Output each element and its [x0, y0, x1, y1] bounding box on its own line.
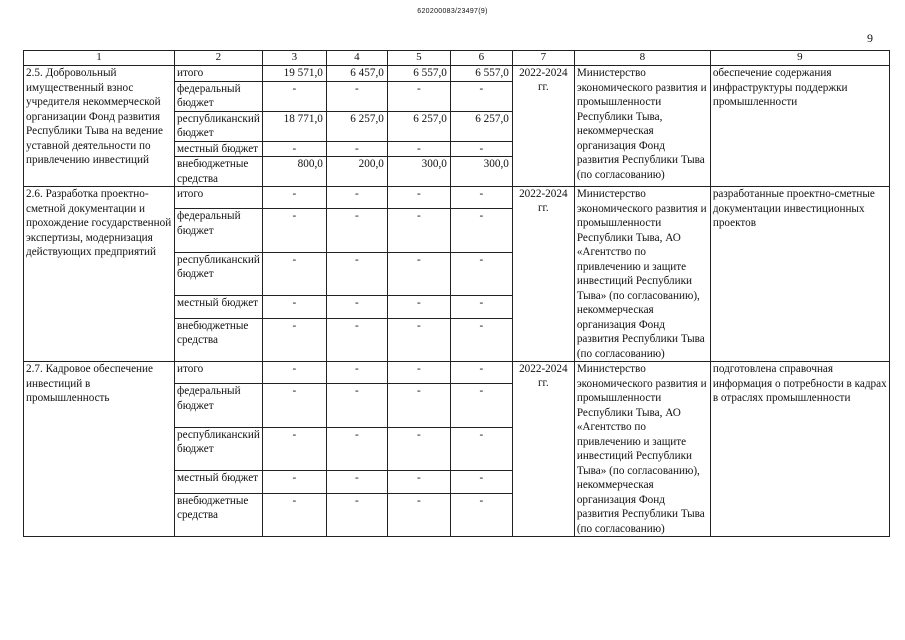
value-cell: -	[450, 296, 512, 318]
funding-source: федеральный бюджет	[175, 81, 263, 111]
funding-source: итого	[175, 66, 263, 82]
funding-source: итого	[175, 187, 263, 209]
section-2-7	[24, 362, 890, 537]
value-cell: -	[262, 493, 326, 536]
value-cell: -	[387, 252, 450, 295]
value-cell: -	[262, 141, 326, 157]
period: 2022-2024 гг.	[512, 362, 574, 537]
value-cell: -	[387, 471, 450, 493]
value-cell: -	[450, 384, 512, 427]
period: 2022-2024 гг.	[512, 187, 574, 362]
expected-result: подготовлена справочная информация о потребности в кадрах в отраслях промышленности	[710, 362, 889, 537]
value-cell: -	[326, 81, 387, 111]
value-cell: 19 571,0	[262, 66, 326, 82]
page-number: 9	[867, 31, 873, 45]
funding-source: республиканский бюджет	[175, 111, 263, 141]
value-cell: -	[450, 187, 512, 209]
value-cell: -	[262, 187, 326, 209]
funding-source: республиканский бюджет	[175, 252, 263, 295]
value-cell: 300,0	[450, 157, 512, 187]
value-cell: -	[387, 318, 450, 361]
value-cell: -	[450, 318, 512, 361]
value-cell: -	[262, 81, 326, 111]
value-cell: -	[326, 427, 387, 470]
value-cell: -	[387, 296, 450, 318]
column-header: 4	[326, 51, 387, 66]
activity-title: 2.5. Добровольный имущественный взнос учредителя некоммерческой организации Фонд развития Республики Тыва на ведение уставной деятельности по привлечению инвестиций	[24, 66, 175, 187]
value-cell: -	[326, 384, 387, 427]
value-cell: -	[387, 362, 450, 384]
funding-source: местный бюджет	[175, 296, 263, 318]
funding-source: местный бюджет	[175, 141, 263, 157]
column-header: 9	[710, 51, 889, 66]
value-cell: -	[387, 141, 450, 157]
value-cell: -	[326, 362, 387, 384]
value-cell: 6 557,0	[387, 66, 450, 82]
value-cell: -	[450, 493, 512, 536]
value-cell: -	[262, 384, 326, 427]
funding-source: республиканский бюджет	[175, 427, 263, 470]
column-header: 8	[574, 51, 710, 66]
value-cell: -	[387, 187, 450, 209]
document-id: 620200083/23497(9)	[417, 8, 488, 15]
value-cell: -	[326, 209, 387, 252]
funding-source: внебюджетные средства	[175, 318, 263, 361]
value-cell: -	[326, 141, 387, 157]
value-cell: 6 257,0	[387, 111, 450, 141]
value-cell: -	[326, 493, 387, 536]
value-cell: -	[387, 209, 450, 252]
value-cell: -	[326, 252, 387, 295]
column-header: 1	[24, 51, 175, 66]
value-cell: -	[450, 471, 512, 493]
funding-source: федеральный бюджет	[175, 209, 263, 252]
value-cell: -	[450, 141, 512, 157]
funding-source: внебюджетные средства	[175, 157, 263, 187]
executor: Министерство экономического развития и промышленности Республики Тыва, АО «Агентство по привлечению и защите инвестиций Республики Тыва» (по согласованию), некоммерческая организация Фонд развития Республики Тыва (по согласованию)	[574, 187, 710, 362]
value-cell: -	[450, 362, 512, 384]
value-cell: -	[326, 471, 387, 493]
funding-source: местный бюджет	[175, 471, 263, 493]
value-cell: -	[387, 493, 450, 536]
section-2-5	[24, 66, 890, 187]
expected-result: обеспечение содержания инфраструктуры поддержки промышленности	[710, 66, 889, 187]
column-header: 6	[450, 51, 512, 66]
executor: Министерство экономического развития и промышленности Республики Тыва, АО «Агентство по привлечению и защите инвестиций Республики Тыва» (по согласованию), некоммерческая организация Фонд развития Республики Тыва (по согласованию)	[574, 362, 710, 537]
executor: Министерство экономического развития и промышленности Республики Тыва, некоммерческая организация Фонд развития Республики Тыва (по согласованию)	[574, 66, 710, 187]
value-cell: -	[450, 81, 512, 111]
value-cell: -	[262, 362, 326, 384]
value-cell: -	[262, 209, 326, 252]
section-2-6	[24, 187, 890, 362]
value-cell: -	[262, 296, 326, 318]
expected-result: разработанные проектно-сметные документации инвестиционных проектов	[710, 187, 889, 362]
column-header: 7	[512, 51, 574, 66]
value-cell: -	[326, 318, 387, 361]
value-cell: -	[450, 209, 512, 252]
value-cell: 6 257,0	[326, 111, 387, 141]
value-cell: 18 771,0	[262, 111, 326, 141]
value-cell: -	[387, 384, 450, 427]
column-header: 2	[175, 51, 263, 66]
funding-source: федеральный бюджет	[175, 384, 263, 427]
header-row	[24, 51, 890, 66]
value-cell: 6 457,0	[326, 66, 387, 82]
value-cell: -	[326, 296, 387, 318]
column-header: 3	[262, 51, 326, 66]
value-cell: 800,0	[262, 157, 326, 187]
value-cell: -	[387, 427, 450, 470]
value-cell: 6 557,0	[450, 66, 512, 82]
period: 2022-2024 гг.	[512, 66, 574, 187]
value-cell: -	[262, 471, 326, 493]
activity-title: 2.6. Разработка проектно-сметной документации и прохождение государственной экспертизы, модернизация действующих предприятий	[24, 187, 175, 362]
value-cell: -	[450, 252, 512, 295]
value-cell: -	[262, 318, 326, 361]
value-cell: -	[387, 81, 450, 111]
funding-source: внебюджетные средства	[175, 493, 263, 536]
table-row	[24, 66, 890, 82]
program-activities-table	[23, 50, 890, 537]
funding-source: итого	[175, 362, 263, 384]
value-cell: 200,0	[326, 157, 387, 187]
table-row	[24, 362, 890, 384]
value-cell: -	[262, 427, 326, 470]
column-header: 5	[387, 51, 450, 66]
activity-title: 2.7. Кадровое обеспечение инвестиций в промышленность	[24, 362, 175, 537]
value-cell: -	[326, 187, 387, 209]
value-cell: -	[262, 252, 326, 295]
value-cell: -	[450, 427, 512, 470]
table-row	[24, 187, 890, 209]
value-cell: 6 257,0	[450, 111, 512, 141]
value-cell: 300,0	[387, 157, 450, 187]
